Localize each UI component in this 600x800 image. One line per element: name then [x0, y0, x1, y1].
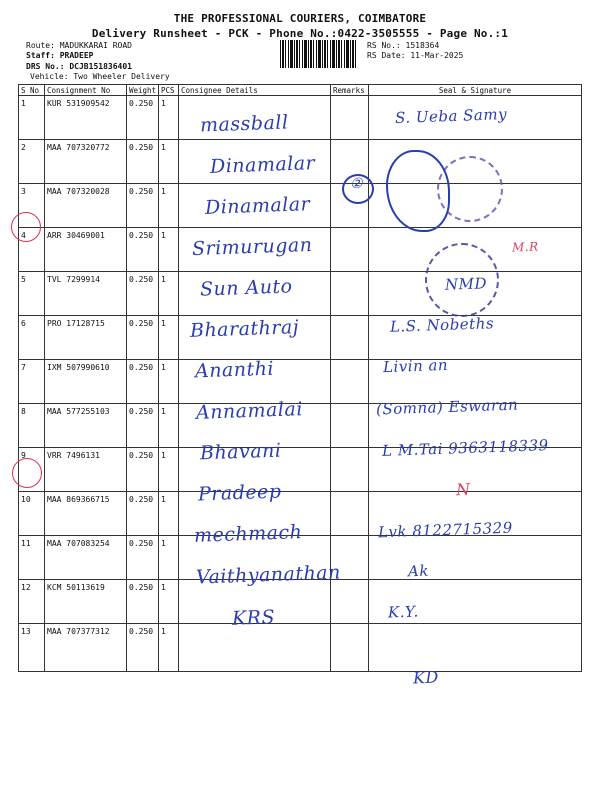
cell-pcs: 1	[159, 404, 179, 448]
cell-pcs: 1	[159, 272, 179, 316]
cell-weight: 0.250	[127, 228, 159, 272]
cell-pcs: 1	[159, 492, 179, 536]
handwritten-signature: (Somna) Eswaran	[375, 395, 519, 419]
cell-sno: 3	[19, 184, 45, 228]
header-weight: Weight	[127, 85, 159, 96]
cell-consignment: MAA 707377312	[45, 624, 127, 672]
header-consignment: Consignment No	[45, 85, 127, 96]
cell-consignment: PRO 17128715	[45, 316, 127, 360]
rs-no-line: RS No.: 1518364	[367, 41, 440, 50]
cell-remarks	[331, 360, 369, 404]
handwritten-consignee: Dinamalar	[209, 152, 316, 178]
cell-sno: 9	[19, 448, 45, 492]
cell-weight: 0.250	[127, 624, 159, 672]
handwritten-consignee: KRS	[231, 606, 276, 630]
cell-weight: 0.250	[127, 316, 159, 360]
cell-pcs: 1	[159, 228, 179, 272]
handwritten-signature: L.S. Nobeths	[389, 314, 495, 336]
handwritten-consignee: Ananthi	[194, 357, 275, 383]
header-pcs: PCS	[159, 85, 179, 96]
cell-weight: 0.250	[127, 404, 159, 448]
cell-consignment: TVL 7299914	[45, 272, 127, 316]
cell-pcs: 1	[159, 536, 179, 580]
handwritten-consignee: Vaithyanathan	[195, 561, 342, 589]
handwritten-consignee: Bhavani	[199, 439, 282, 465]
cell-remarks	[331, 624, 369, 672]
cell-consignment: MAA 707320028	[45, 184, 127, 228]
handwritten-signature: NMD	[444, 274, 488, 294]
cell-weight: 0.250	[127, 360, 159, 404]
handwritten-consignee: mechmach	[193, 521, 303, 547]
handwritten-signature: K.Y.	[387, 602, 420, 622]
runsheet-subtitle: Delivery Runsheet - PCK - Phone No.:0422-3505555 - Page No.:1	[91, 27, 509, 40]
cell-consignment: MAA 707083254	[45, 536, 127, 580]
cell-remarks	[331, 448, 369, 492]
table-row	[19, 316, 582, 360]
cell-consignee	[179, 624, 331, 672]
cell-pcs: 1	[159, 448, 179, 492]
cell-consignment: VRR 7496131	[45, 448, 127, 492]
staff-line: Staff: PRADEEP	[26, 51, 94, 60]
header-sno: S No	[19, 85, 45, 96]
handwritten-consignee: Annamalai	[195, 398, 304, 424]
cell-sno: 10	[19, 492, 45, 536]
cell-weight: 0.250	[127, 96, 159, 140]
cell-pcs: 1	[159, 360, 179, 404]
cell-consignment: MAA 707320772	[45, 140, 127, 184]
route-line: Route: MADUKKARAI ROAD	[26, 41, 132, 50]
cell-pcs: 1	[159, 580, 179, 624]
cell-weight: 0.250	[127, 448, 159, 492]
handwritten-consignee: Dinamalar	[204, 193, 311, 219]
cell-weight: 0.250	[127, 272, 159, 316]
cell-consignment: IXM 507990610	[45, 360, 127, 404]
handwritten-consignee: massball	[199, 111, 289, 137]
cell-remarks	[331, 272, 369, 316]
cell-pcs: 1	[159, 96, 179, 140]
red-tick: N	[455, 479, 471, 500]
cell-weight: 0.250	[127, 536, 159, 580]
handwritten-consignee: Sun Auto	[199, 275, 293, 301]
cell-weight: 0.250	[127, 184, 159, 228]
cell-sno: 6	[19, 316, 45, 360]
table-row	[19, 580, 582, 624]
handwritten-signature: L M.Tai 9363118339	[381, 436, 549, 460]
handwritten-signature: Lvk 8122715329	[377, 518, 514, 542]
cell-signature	[369, 536, 582, 580]
drs-line: DRS No.: DCJB151836401	[26, 62, 132, 71]
cell-consignment: KUR 531909542	[45, 96, 127, 140]
cell-remarks	[331, 404, 369, 448]
cell-sno: 11	[19, 536, 45, 580]
red-annotation: M.R	[511, 239, 539, 255]
header-consignee: Consignee Details	[179, 85, 331, 96]
handwritten-signature: S. Ueba Samy	[394, 105, 508, 127]
cell-consignment: MAA 869366715	[45, 492, 127, 536]
cell-remarks	[331, 316, 369, 360]
cell-sno: 5	[19, 272, 45, 316]
cell-sno: 4	[19, 228, 45, 272]
cell-sno: 8	[19, 404, 45, 448]
cell-consignment: ARR 30469001	[45, 228, 127, 272]
cell-consignment: MAA 577255103	[45, 404, 127, 448]
cell-weight: 0.250	[127, 140, 159, 184]
cell-consignment: KCM 50113619	[45, 580, 127, 624]
cell-remarks	[331, 492, 369, 536]
cell-pcs: 1	[159, 140, 179, 184]
handwritten-consignee: Pradeep	[197, 480, 282, 506]
handwritten-signature: Ak	[407, 561, 430, 581]
cell-pcs: 1	[159, 184, 179, 228]
cell-sno: 13	[19, 624, 45, 672]
cell-weight: 0.250	[127, 492, 159, 536]
cell-sno: 7	[19, 360, 45, 404]
barcode	[280, 40, 358, 68]
cell-pcs: 1	[159, 316, 179, 360]
handwritten-consignee: Bharathraj	[189, 316, 300, 342]
cell-sno: 12	[19, 580, 45, 624]
cell-sno: 2	[19, 140, 45, 184]
rs-date-line: RS Date: 11-Mar-2025	[367, 51, 464, 60]
table-row	[19, 624, 582, 672]
header-signature: Seal & Signature	[369, 85, 582, 96]
cell-pcs: 1	[159, 624, 179, 672]
vehicle-line: Vehicle: Two Wheeler Delivery	[30, 72, 170, 81]
header-remarks: Remarks	[331, 85, 369, 96]
cell-remarks	[331, 228, 369, 272]
cell-weight: 0.250	[127, 580, 159, 624]
cell-sno: 1	[19, 96, 45, 140]
table-header-row	[19, 85, 582, 96]
seal-stamp	[425, 243, 499, 317]
red-circle-mark	[11, 212, 41, 242]
bottom-initials: KD	[412, 667, 440, 688]
company-title: THE PROFESSIONAL COURIERS, COIMBATORE	[173, 12, 427, 25]
cell-remarks	[331, 580, 369, 624]
red-circle-mark	[12, 458, 42, 488]
row2-mark: ②	[349, 175, 364, 193]
cell-remarks	[331, 96, 369, 140]
handwritten-consignee: Srimurugan	[191, 233, 313, 261]
handwritten-signature: Livin an	[382, 355, 449, 377]
cell-signature	[369, 624, 582, 672]
